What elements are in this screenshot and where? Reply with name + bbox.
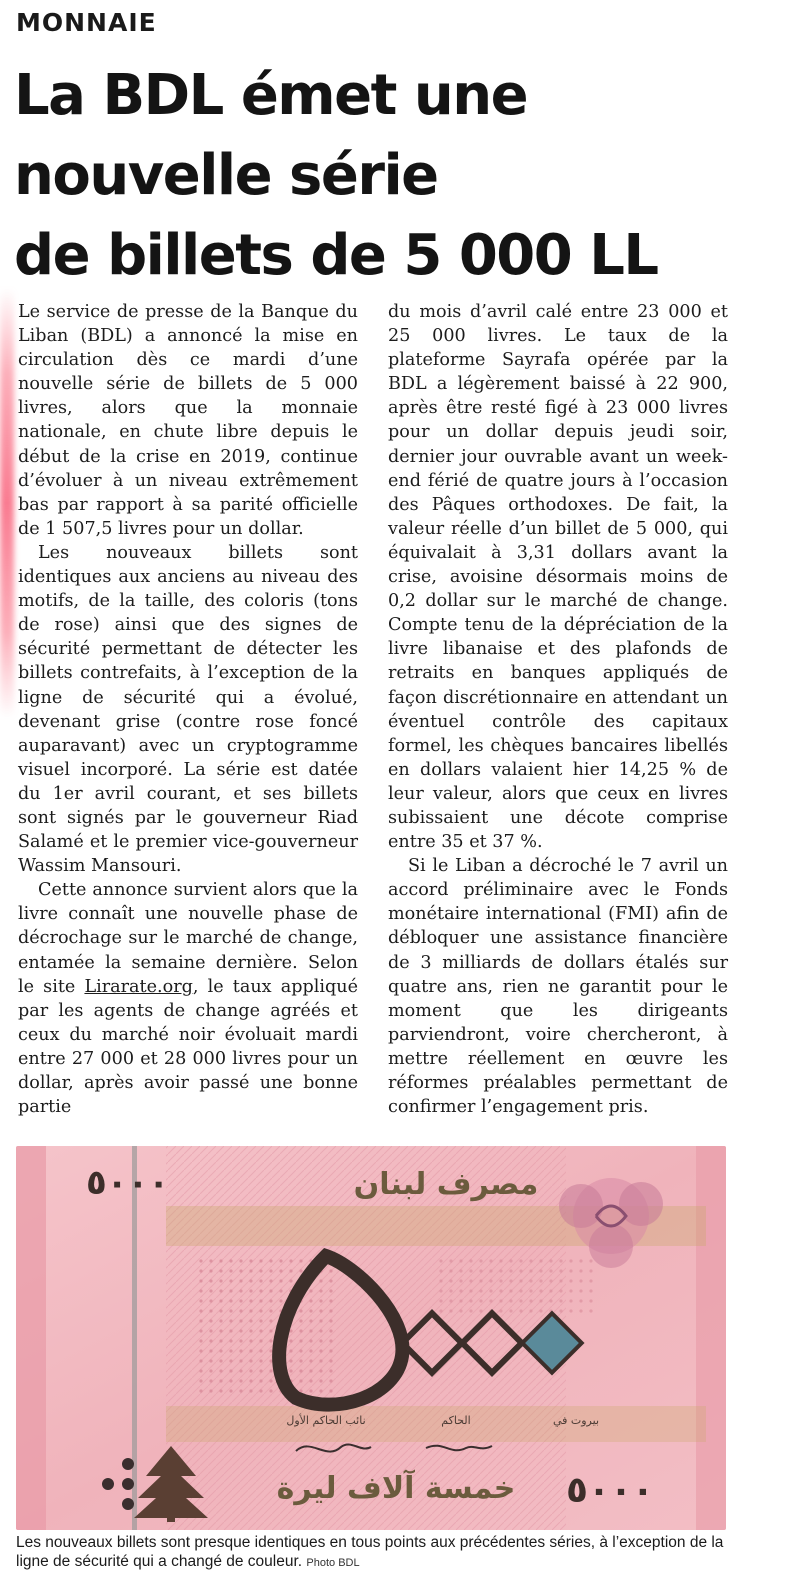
photo-caption xyxy=(16,1533,736,1573)
city-date-label: بيروت في xyxy=(552,1414,600,1427)
banknote-photo xyxy=(16,1146,726,1530)
paragraph: Si le Liban a décroché le 7 avril un accord préliminaire avec le Fonds monétaire international (FMI) afin de débloquer une assistance financière de 3 milliards de dollars étalés sur quatre ans, rien ne garantit pour le moment que les dirigeants parviendront, voire chercheront, à mettre réellement en œuvre les réformes préalables permettant de confirmer l’engagement pris. xyxy=(388,856,728,1118)
article-headline xyxy=(14,56,774,296)
vice-governor-title: نائب الحاكم الأول xyxy=(286,1414,366,1427)
article-column-left xyxy=(18,300,358,1119)
paragraph xyxy=(18,878,358,1119)
bank-name-arabic: مصرف لبنان xyxy=(353,1167,539,1202)
photo-credit: Photo BDL xyxy=(306,1557,360,1569)
article-column-right xyxy=(388,300,728,1119)
paragraph: Le service de presse de la Banque du Liban (BDL) a annoncé la mise en circulation dès ce mardi d’une nouvelle série de billets de 5 000 livres, alors que la monnaie nationale, en chute libre depuis le début de la crise en 2019, continue d’évoluer à un niveau extrêmement bas par rapport à sa parité officielle de 1 507,5 livres pour un dollar. xyxy=(18,302,358,539)
banknote-right-edge xyxy=(696,1146,726,1530)
paragraph: Les nouveaux billets sont identiques aux anciens au niveau des motifs, de la taille, des coloris (tons de rose) ainsi que des signes de sécurité permettant de détecter les billets contrefaits, à l’exception de la ligne de sécurité qui a évolué, devenant grise (contre rose foncé auparavant) avec un cryptogramme visuel incorporé. La série est datée du 1er avril courant, et ses billets sont signés par le gouverneur Riad Salamé et le premier vice-gouverneur Wassim Mansouri. xyxy=(18,542,358,877)
lirarate-link[interactable]: Lirarate.org xyxy=(84,976,193,997)
governor-title: الحاكم xyxy=(441,1414,471,1427)
headline-line-2: nouvelle série xyxy=(14,143,438,208)
headline-line-1: La BDL émet une xyxy=(14,63,528,128)
page-margin-color-mark xyxy=(0,288,14,718)
security-thread xyxy=(132,1146,137,1530)
paragraph: du mois d’avril calé entre 23 000 et 25 000 livres. Le taux de la plateforme Sayrafa opérée par la BDL a légèrement baissé à 22 900, après être resté figé à 23 000 livres pour un dollar depuis jeudi soir, dernier jour ouvrable avant un week-end férié de quatre jours à l’occasion des Pâques orthodoxes. De fait, la valeur réelle d’un billet de 5 000, qui équivalait à 3,31 dollars avant la crise, avoisine désormais moins de 0,2 dollar sur le marché de change. Compte tenu de la dépréciation de la livre libanaise et des plafonds de retraits en banques appliqués de façon discrétionnaire en attendant un éventuel contrôle des capitaux formel, les chèques bancaires libellés en dollars valaient hier 14,25 % de leur valeur, alors que ceux en livres subissaient une décote comprise entre 35 et 37 %. xyxy=(388,302,728,853)
denomination-corner-bottom: ٥٠٠٠ xyxy=(566,1470,654,1511)
gold-frame-band xyxy=(166,1406,706,1442)
denomination-corner-top: ٥٠٠٠ xyxy=(86,1163,170,1203)
banknote-illustration xyxy=(16,1146,726,1530)
paragraph-text: , le taux appliqué par les agents de change agréés et ceux du marché noir évoluait mardi entre 27 000 et 28 000 livres pour un dollar, après avoir passé une bonne partie xyxy=(18,976,358,1118)
caption-text: Les nouveaux billets sont presque identiques en tous points aux précédentes séries, à l’exception de la ligne de sécurité qui a changé de couleur. xyxy=(16,1534,724,1570)
headline-line-3: de billets de 5 000 LL xyxy=(14,223,658,288)
amount-words-arabic: خمسة آلاف ليرة xyxy=(276,1471,516,1506)
banknote-left-edge xyxy=(16,1146,46,1530)
paragraph-text: Cette annonce survient alors que la livre connaît une nouvelle phase de décrochage sur le marché de change, entamée la semaine dernière. Selon le site xyxy=(18,880,358,997)
dotted-panel xyxy=(436,1256,596,1316)
section-rubric: MONNAIE xyxy=(16,8,157,37)
